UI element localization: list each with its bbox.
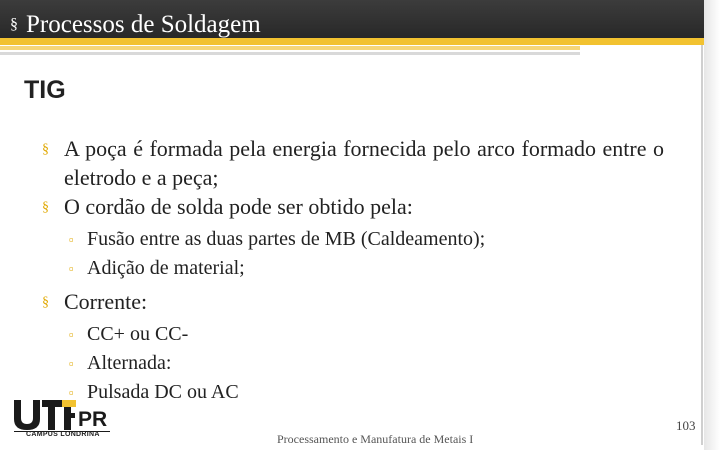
bullet-item — [42, 287, 664, 316]
sub-bullet-item — [42, 349, 664, 378]
bullet-item — [42, 192, 664, 221]
sub-bullet-text: CC+ ou CC- — [87, 323, 189, 345]
bullet-marker-icon: § — [42, 295, 49, 310]
logo-f-mid — [64, 413, 75, 418]
logo-t-bar — [42, 400, 62, 407]
sub-bullet-item — [42, 254, 664, 283]
sub-bullet-marker-icon: ▫ — [69, 261, 74, 276]
sub-bullet-marker-icon: ▫ — [69, 232, 74, 247]
bullet-text: Corrente: — [64, 289, 148, 314]
logo-pr: PR — [78, 408, 108, 431]
header-bullet-icon: § — [10, 16, 18, 33]
sub-bullet-item — [42, 225, 664, 254]
right-shadow — [704, 0, 720, 450]
sub-bullet-marker-icon: ▫ — [69, 356, 74, 371]
logo-f-yellow — [62, 400, 76, 407]
sub-bullet-text: Fusão entre as duas partes de MB (Caldeamento); — [87, 228, 486, 250]
header-title — [10, 10, 261, 40]
sub-bullet-text: Alternada: — [87, 352, 172, 374]
logo-t-stem — [48, 407, 55, 430]
right-border-line — [701, 45, 703, 445]
logo-f-stem — [64, 407, 71, 430]
sub-bullet-item — [42, 320, 664, 349]
sub-bullet-marker-icon: ▫ — [69, 327, 74, 342]
bullet-marker-icon: § — [42, 200, 49, 215]
sub-bullet-marker-icon: ▫ — [69, 385, 74, 400]
footer-course: Processamento e Manufatura de Metais I — [277, 432, 474, 446]
slide-title: TIG — [24, 76, 66, 104]
logo-u — [14, 400, 40, 430]
sub-bullet-text: Pulsada DC ou AC — [87, 381, 239, 403]
bullet-item — [42, 134, 664, 192]
bullet-text: A poça é formada pela energia fornecida pelo arco formado entre o eletrodo e a peça; — [64, 136, 664, 190]
sub-bullet-item — [42, 378, 664, 407]
logo-campus-text: CAMPUS LONDRINA — [26, 431, 100, 438]
header-accent-line-2 — [0, 46, 580, 50]
header-title-text: Processos de Soldagem — [26, 11, 261, 38]
sub-bullet-text: Adição de material; — [87, 257, 245, 279]
bullet-text: O cordão de solda pode ser obtido pela: — [64, 194, 413, 219]
page-number: 103 — [676, 418, 696, 433]
header-light-line — [0, 52, 580, 55]
bullet-marker-icon: § — [42, 142, 49, 157]
slide-content — [42, 134, 664, 407]
